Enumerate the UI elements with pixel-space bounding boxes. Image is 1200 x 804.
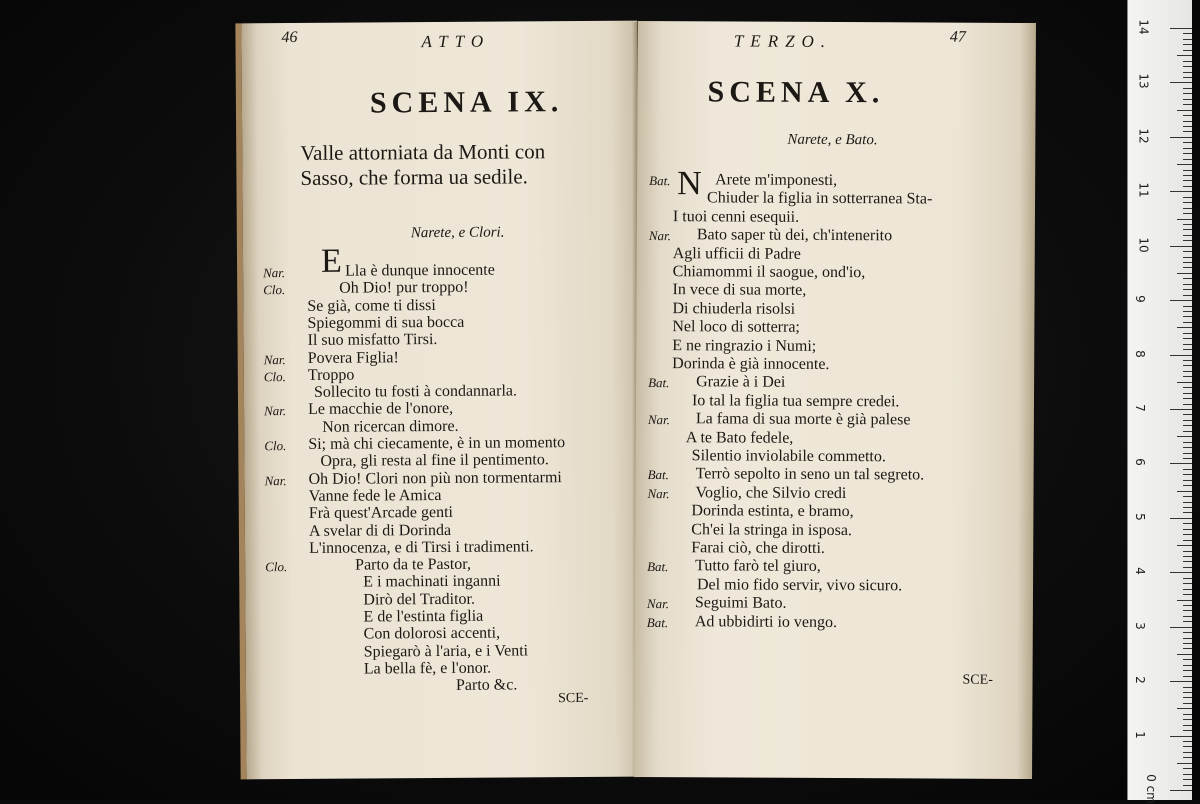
- verse-line: Parto &c.: [455, 676, 518, 695]
- ruler-tick: [1183, 175, 1192, 176]
- ruler-tick: [1183, 540, 1192, 541]
- ruler-tick: [1183, 344, 1192, 345]
- ruler-tick: [1183, 578, 1192, 579]
- ruler-tick: [1177, 110, 1192, 111]
- ruler-tick: [1183, 725, 1192, 726]
- verse-line: Lla è dunque innocente: [345, 261, 495, 280]
- ruler-tick: [1170, 463, 1192, 464]
- verse-line: Spiegommi di sua bocca: [307, 313, 465, 332]
- speaker-label: Clo.: [263, 368, 286, 385]
- ruler-label: 1: [1132, 730, 1147, 739]
- ruler-tick: [1170, 518, 1192, 519]
- open-book: [228, 22, 1036, 782]
- verse-line: A svelar di di Dorinda: [308, 521, 452, 540]
- speaker-label: Clo.: [265, 559, 288, 575]
- ruler-label: 7: [1132, 404, 1147, 412]
- speaker-label: Nar.: [648, 228, 671, 244]
- ruler-tick: [1183, 752, 1192, 753]
- verse-line: In vece di sua morte,: [672, 281, 807, 300]
- place-description-line-2: Sasso, che forma ua sedile.: [300, 164, 528, 190]
- ruler-tick: [1183, 77, 1192, 78]
- verse-line: Oh Dio! Clori non più non tormentarmi: [308, 468, 562, 488]
- verse-line: Ad ubbidirti io vengo.: [694, 612, 838, 631]
- ruler-tick: [1183, 387, 1192, 388]
- verse-line: Seguimi Bato.: [694, 594, 787, 612]
- verse-line: La fama di sua morte è già palese: [695, 410, 911, 429]
- ruler-tick: [1183, 186, 1192, 187]
- verse-line: Oh Dio! pur troppo!: [339, 279, 469, 297]
- verse-line: Nel loco di sotterra;: [672, 318, 800, 337]
- ruler-label: 11: [1136, 182, 1151, 198]
- verse-line: Il suo misfatto Tirsi.: [307, 331, 438, 350]
- ruler-tick: [1183, 442, 1192, 443]
- verse-line: Dorinda estinta, e bramo,: [691, 502, 854, 521]
- ruler-tick: [1183, 278, 1192, 279]
- ruler-tick: [1183, 523, 1192, 524]
- ruler-tick: [1183, 104, 1192, 105]
- verse-line: Voglio, che Silvio credi: [695, 484, 847, 502]
- ruler-tick: [1183, 33, 1192, 34]
- ruler-tick: [1183, 159, 1192, 160]
- speaker-label: Clo.: [263, 282, 286, 298]
- ruler-tick: [1183, 333, 1192, 334]
- ruler-tick: [1170, 191, 1192, 192]
- ruler-tick: [1183, 153, 1192, 154]
- ruler-tick: [1183, 170, 1192, 171]
- ruler-tick: [1183, 512, 1192, 513]
- ruler-tick: [1183, 474, 1192, 475]
- verse-line: Tutto farò tel giuro,: [695, 557, 821, 576]
- verse-line: Dorinda è già innocente.: [672, 355, 830, 373]
- ruler-tick: [1183, 697, 1192, 698]
- verse-line: Io tal la figlia tua sempre credei.: [691, 392, 900, 411]
- ruler-tick: [1183, 594, 1192, 595]
- ruler-tick: [1183, 638, 1192, 639]
- ruler-tick: [1183, 224, 1192, 225]
- verse-line: Troppo: [307, 366, 355, 384]
- verse-line: Chiuder la figlia in sotterranea Sta-: [707, 189, 933, 208]
- ruler-tick: [1183, 126, 1192, 127]
- ruler-tick: [1183, 621, 1192, 622]
- ruler-tick: [1183, 213, 1192, 214]
- speaker-label: Bat.: [647, 559, 669, 575]
- ruler-tick: [1170, 736, 1192, 737]
- left-scene-title: SCENA IX.: [369, 85, 564, 120]
- ruler-tick: [1183, 469, 1192, 470]
- verse-line: Vanne fede le Amica: [308, 486, 442, 505]
- ruler-tick: [1183, 719, 1192, 720]
- ruler-tick: [1177, 545, 1192, 546]
- right-running-head: TERZO.: [733, 31, 833, 51]
- ruler-tick: [1183, 605, 1192, 606]
- speaker-label: Nar.: [264, 403, 287, 419]
- ruler-tick: [1183, 44, 1192, 45]
- ruler-tick: [1183, 757, 1192, 758]
- verse-line: Bato saper tù dei, ch'intenerito: [696, 226, 893, 245]
- verse-line: Agli ufficii di Padre: [672, 244, 801, 263]
- ruler-label: 0 cm: [1143, 774, 1158, 804]
- ruler-tick: [1183, 197, 1192, 198]
- ruler-tick: [1183, 670, 1192, 671]
- ruler-label: 12: [1136, 128, 1151, 144]
- ruler-tick: [1183, 534, 1192, 535]
- ruler-tick: [1170, 681, 1192, 682]
- ruler-tick: [1183, 779, 1192, 780]
- ruler-tick: [1183, 99, 1192, 100]
- drop-cap-e: E: [320, 242, 342, 280]
- ruler-tick: [1170, 137, 1192, 138]
- ruler-tick: [1183, 425, 1192, 426]
- right-characters: Narete, e Bato.: [787, 131, 878, 149]
- ruler-tick: [1183, 257, 1192, 258]
- ruler-tick: [1170, 572, 1192, 573]
- ruler-label: 3: [1132, 621, 1147, 630]
- ruler-label: 10: [1136, 237, 1151, 253]
- ruler-tick: [1183, 616, 1192, 617]
- ruler-tick: [1183, 66, 1192, 67]
- ruler-tick: [1170, 409, 1192, 410]
- ruler-tick: [1177, 600, 1192, 601]
- ruler-label: 8: [1132, 349, 1147, 358]
- ruler-tick: [1177, 491, 1192, 492]
- verse-line: Di chiuderla risolsi: [672, 299, 796, 318]
- speaker-label: Bat.: [648, 375, 670, 391]
- speaker-label: Bat.: [646, 614, 669, 630]
- ruler-tick: [1183, 404, 1192, 405]
- verse-line: Grazie à i Dei: [696, 373, 786, 392]
- ruler-tick: [1183, 251, 1192, 252]
- verse-line: I tuoi cenni esequii.: [672, 207, 800, 226]
- verse-line: Con dolorosi accenti,: [363, 624, 501, 643]
- ruler-tick: [1170, 300, 1192, 301]
- ruler-tick: [1177, 436, 1192, 437]
- speaker-label: Nar.: [647, 485, 670, 501]
- ruler-tick: [1183, 115, 1192, 116]
- left-page-number: 46: [281, 28, 298, 47]
- ruler-tick: [1183, 768, 1192, 769]
- ruler-label: 4: [1132, 567, 1147, 576]
- ruler-tick: [1183, 774, 1192, 775]
- verse-line: L'innocenza, e di Tirsi i tradimenti.: [308, 538, 534, 557]
- ruler-tick: [1183, 61, 1192, 62]
- ruler-tick: [1183, 567, 1192, 568]
- speaker-label: Nar.: [263, 265, 286, 281]
- ruler-tick: [1183, 648, 1192, 649]
- verse-line: Non ricercan dimore.: [322, 417, 459, 436]
- ruler-tick: [1177, 327, 1192, 328]
- ruler-tick: [1183, 398, 1192, 399]
- ruler-tick: [1170, 246, 1192, 247]
- ruler-tick: [1183, 284, 1192, 285]
- verse-line: Parto da te Pastor,: [355, 555, 471, 574]
- verse-line: Povera Figlia!: [307, 348, 399, 367]
- left-characters: Narete, e Clori.: [410, 224, 505, 242]
- verse-line: Spiegarò à l'aria, e i Venti: [363, 641, 529, 661]
- ruler-tick: [1183, 741, 1192, 742]
- ruler-tick: [1183, 453, 1192, 454]
- speaker-label: Bat.: [647, 467, 669, 483]
- ruler-tick: [1170, 627, 1192, 628]
- ruler-tick: [1177, 273, 1192, 274]
- ruler-tick: [1183, 507, 1192, 508]
- right-catchword: SCE-: [962, 672, 993, 688]
- ruler-tick: [1177, 382, 1192, 383]
- ruler-tick: [1183, 447, 1192, 448]
- verse-line: Terrò sepolto in seno un tal segreto.: [695, 465, 925, 484]
- ruler-tick: [1177, 763, 1192, 764]
- left-page: [235, 21, 642, 780]
- ruler-tick: [1183, 295, 1192, 296]
- verse-line: Le macchie de l'onore,: [308, 400, 454, 419]
- verse-line: Arete m'imponesti,: [715, 171, 838, 190]
- verse-line: Se già, come ti dissi: [307, 296, 436, 315]
- speaker-label: Bat.: [649, 173, 671, 189]
- ruler-tick: [1183, 703, 1192, 704]
- ruler-tick: [1183, 676, 1192, 677]
- ruler-tick: [1183, 338, 1192, 339]
- ruler-label: 5: [1132, 513, 1147, 521]
- ruler-tick: [1183, 502, 1192, 503]
- ruler-label: 6: [1132, 458, 1147, 467]
- ruler-tick: [1183, 496, 1192, 497]
- ruler-tick: [1183, 687, 1192, 688]
- ruler-tick: [1183, 316, 1192, 317]
- ruler-tick: [1183, 431, 1192, 432]
- verse-line: E i machinati inganni: [363, 572, 501, 591]
- ruler-tick: [1183, 714, 1192, 715]
- left-catchword: SCE-: [558, 690, 589, 707]
- speaker-label: Nar.: [263, 351, 286, 367]
- verse-line: Chiamommi il saogue, ond'io,: [672, 263, 866, 282]
- verse-line: Opra, gli resta al fine il pentimento.: [320, 451, 549, 471]
- ruler-tick: [1183, 208, 1192, 209]
- ruler-tick: [1183, 643, 1192, 644]
- verse-line: Farai ciò, che dirotti.: [691, 539, 826, 557]
- ruler-tick: [1183, 365, 1192, 366]
- verse-line: Frà quest'Arcade genti: [308, 504, 454, 523]
- ruler-tick: [1183, 311, 1192, 312]
- verse-line: Si; mà chi ciecamente, è in un momento: [308, 434, 566, 453]
- ruler-tick: [1177, 164, 1192, 165]
- measurement-ruler: [1127, 0, 1192, 804]
- ruler-tick: [1183, 262, 1192, 263]
- ruler-tick: [1183, 93, 1192, 94]
- ruler-tick: [1183, 420, 1192, 421]
- ruler-tick: [1183, 229, 1192, 230]
- ruler-tick: [1183, 371, 1192, 372]
- ruler-tick: [1183, 785, 1192, 786]
- ruler-tick: [1183, 88, 1192, 89]
- ruler-tick: [1183, 50, 1192, 51]
- ruler-tick: [1183, 551, 1192, 552]
- ruler-tick: [1183, 240, 1192, 241]
- verse-line: Ch'ei la stringa in isposa.: [691, 520, 853, 539]
- ruler-tick: [1183, 485, 1192, 486]
- ruler-tick: [1183, 39, 1192, 40]
- ruler-tick: [1170, 28, 1192, 29]
- speaker-label: Clo.: [264, 438, 287, 454]
- drop-cap-n: N: [677, 165, 702, 203]
- ruler-tick: [1183, 556, 1192, 557]
- speaker-label: Nar.: [646, 596, 670, 612]
- ruler-tick: [1183, 480, 1192, 481]
- ruler-tick: [1183, 360, 1192, 361]
- ruler-tick: [1183, 730, 1192, 731]
- ruler-label: 2: [1132, 676, 1147, 684]
- ruler-tick: [1183, 529, 1192, 530]
- left-running-head: ATTO: [421, 31, 491, 52]
- verse-line: E ne ringrazio i Numi;: [672, 336, 817, 355]
- ruler-tick: [1183, 72, 1192, 73]
- ruler-tick: [1183, 632, 1192, 633]
- ruler-tick: [1177, 55, 1192, 56]
- ruler-label: 13: [1136, 73, 1151, 90]
- verse-line: Sollecito tu fosti à condannarla.: [313, 382, 518, 401]
- ruler-tick: [1170, 355, 1192, 356]
- right-scene-title: SCENA X.: [707, 75, 885, 110]
- ruler-tick: [1183, 131, 1192, 132]
- verse-line: E de l'estinta figlia: [363, 607, 484, 626]
- ruler-tick: [1183, 659, 1192, 660]
- ruler-tick: [1183, 746, 1192, 747]
- ruler-tick: [1177, 708, 1192, 709]
- ruler-tick: [1183, 289, 1192, 290]
- speaker-label: Nar.: [264, 472, 287, 488]
- ruler-tick: [1183, 376, 1192, 377]
- right-page: [634, 21, 1036, 779]
- ruler-tick: [1183, 267, 1192, 268]
- verse-line: A te Bato fedele,: [685, 428, 794, 447]
- speaker-label: Nar.: [647, 412, 670, 428]
- verse-line: La bella fè, e l'onor.: [363, 659, 492, 678]
- ruler-tick: [1177, 219, 1192, 220]
- right-page-number: 47: [949, 28, 966, 46]
- ruler-tick: [1183, 561, 1192, 562]
- ruler-tick: [1183, 322, 1192, 323]
- ruler-tick: [1183, 180, 1192, 181]
- ruler-tick: [1183, 148, 1192, 149]
- ruler-label: 9: [1132, 295, 1147, 303]
- ruler-tick: [1183, 414, 1192, 415]
- ruler-tick: [1183, 142, 1192, 143]
- ruler-label: 14: [1136, 19, 1151, 35]
- ruler-tick: [1183, 610, 1192, 611]
- ruler-tick: [1183, 121, 1192, 122]
- ruler-tick: [1183, 349, 1192, 350]
- place-description-line-1: Valle attorniata da Monti con: [300, 139, 546, 165]
- ruler-tick: [1170, 790, 1192, 791]
- verse-line: Del mio fido servir, vivo sicuro.: [696, 576, 903, 595]
- ruler-tick: [1183, 235, 1192, 236]
- ruler-tick: [1183, 665, 1192, 666]
- ruler-tick: [1183, 202, 1192, 203]
- ruler-tick: [1183, 306, 1192, 307]
- ruler-tick: [1183, 583, 1192, 584]
- ruler-tick: [1183, 589, 1192, 590]
- ruler-tick: [1183, 393, 1192, 394]
- ruler-tick: [1170, 82, 1192, 83]
- ruler-tick: [1177, 654, 1192, 655]
- ruler-tick: [1183, 458, 1192, 459]
- ruler-tick: [1183, 692, 1192, 693]
- verse-line: Silentio inviolabile commetto.: [691, 447, 886, 466]
- verse-line: Dirò del Traditor.: [363, 590, 476, 609]
